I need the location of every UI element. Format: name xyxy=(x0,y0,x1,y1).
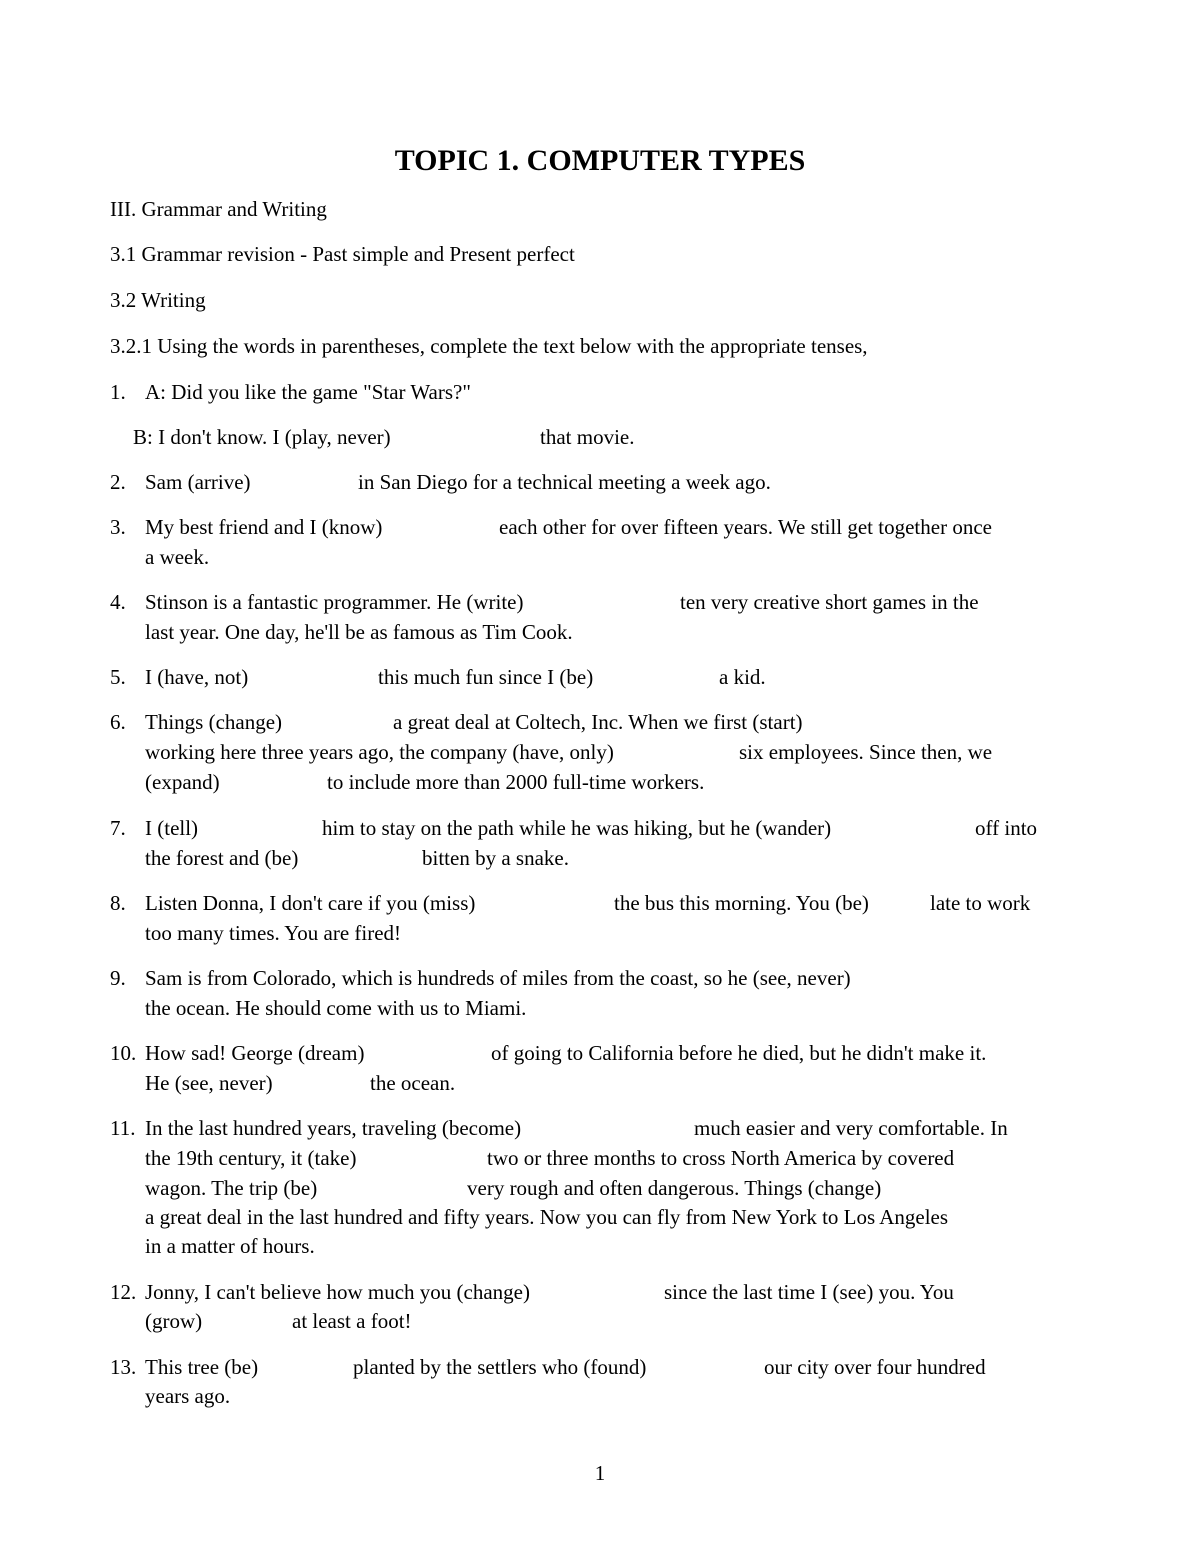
item-number: 11. xyxy=(110,1116,136,1140)
item-text: ten very creative short games in the xyxy=(680,590,979,614)
item-text: too many times. You are fired! xyxy=(145,921,402,945)
item-text: Things (change) xyxy=(145,710,283,734)
item-text: the ocean. xyxy=(370,1071,456,1095)
section-heading: III. Grammar and Writing xyxy=(110,197,327,221)
item-text: much easier and very comfortable. In xyxy=(694,1116,1008,1140)
item-number: 12. xyxy=(110,1280,137,1304)
item-number: 8. xyxy=(110,891,126,915)
item-number: 10. xyxy=(110,1041,137,1065)
item-text: In the last hundred years, traveling (become) xyxy=(145,1116,522,1140)
item-text: Stinson is a fantastic programmer. He (write) xyxy=(145,590,524,614)
item-text: I (tell) xyxy=(145,816,199,840)
item-text: late to work xyxy=(930,891,1031,915)
item-text: A: Did you like the game "Star Wars?" xyxy=(145,380,471,404)
item-text: Sam (arrive) xyxy=(145,470,251,494)
item-text: Jonny, I can't believe how much you (change) xyxy=(145,1280,530,1304)
item-text: years ago. xyxy=(145,1384,231,1408)
item-text: I (have, not) xyxy=(145,665,249,689)
item-text: to include more than 2000 full-time workers. xyxy=(327,770,705,794)
item-number: 13. xyxy=(110,1355,137,1379)
item-text: How sad! George (dream) xyxy=(145,1041,365,1065)
page-title: TOPIC 1. COMPUTER TYPES xyxy=(394,144,806,177)
item-text: the 19th century, it (take) xyxy=(145,1146,357,1170)
item-text: him to stay on the path while he was hiking, but he (wander) xyxy=(322,816,832,840)
item-text: (expand) xyxy=(145,770,220,794)
item-text: very rough and often dangerous. Things (change) xyxy=(467,1176,882,1200)
item-text: since the last time I (see) you. You xyxy=(664,1280,954,1304)
page-number: 1 xyxy=(594,1461,606,1485)
item-text: that movie. xyxy=(540,425,635,449)
item-text: at least a foot! xyxy=(292,1309,412,1333)
item-number: 1. xyxy=(110,380,126,404)
item-text: the forest and (be) xyxy=(145,846,299,870)
exercise-instruction: 3.2.1 Using the words in parentheses, complete the text below with the appropriate tenses, xyxy=(110,334,868,358)
subsection-grammar: 3.1 Grammar revision - Past simple and Present perfect xyxy=(110,242,575,266)
item-text: two or three months to cross North America by covered xyxy=(487,1146,955,1170)
item-text: B: I don't know. I (play, never) xyxy=(133,425,391,449)
item-text: this much fun since I (be) xyxy=(378,665,594,689)
item-number: 2. xyxy=(110,470,126,494)
item-text: a great deal at Coltech, Inc. When we first (start) xyxy=(393,710,803,734)
item-text: our city over four hundred xyxy=(764,1355,986,1379)
item-number: 4. xyxy=(110,590,126,614)
item-text: This tree (be) xyxy=(145,1355,259,1379)
subsection-writing: 3.2 Writing xyxy=(110,288,206,312)
item-text: the ocean. He should come with us to Miami. xyxy=(145,996,527,1020)
item-text: the bus this morning. You (be) xyxy=(614,891,869,915)
item-number: 6. xyxy=(110,710,126,734)
item-text: (grow) xyxy=(145,1309,203,1333)
item-text: of going to California before he died, but he didn't make it. xyxy=(491,1041,987,1065)
item-text: working here three years ago, the company (have, only) xyxy=(145,740,614,764)
item-text: in San Diego for a technical meeting a week ago. xyxy=(358,470,771,494)
item-text: in a matter of hours. xyxy=(145,1234,315,1258)
item-number: 3. xyxy=(110,515,126,539)
item-text: each other for over fifteen years. We still get together once xyxy=(499,515,992,539)
item-text: Listen Donna, I don't care if you (miss) xyxy=(145,891,476,915)
item-text: six employees. Since then, we xyxy=(739,740,993,764)
item-text: My best friend and I (know) xyxy=(145,515,383,539)
item-text: wagon. The trip (be) xyxy=(145,1176,318,1200)
item-text: planted by the settlers who (found) xyxy=(353,1355,647,1379)
item-text: a kid. xyxy=(719,665,766,689)
item-number: 9. xyxy=(110,966,126,990)
item-text: He (see, never) xyxy=(145,1071,273,1095)
item-text: Sam is from Colorado, which is hundreds of miles from the coast, so he (see, never) xyxy=(145,966,851,990)
item-text: last year. One day, he'll be as famous as Tim Cook. xyxy=(145,620,573,644)
item-text: a week. xyxy=(145,545,210,569)
item-number: 7. xyxy=(110,816,126,840)
item-text: off into xyxy=(975,816,1038,840)
item-text: bitten by a snake. xyxy=(422,846,569,870)
item-text: a great deal in the last hundred and fifty years. Now you can fly from New York to Los Angeles xyxy=(145,1205,949,1229)
item-number: 5. xyxy=(110,665,126,689)
